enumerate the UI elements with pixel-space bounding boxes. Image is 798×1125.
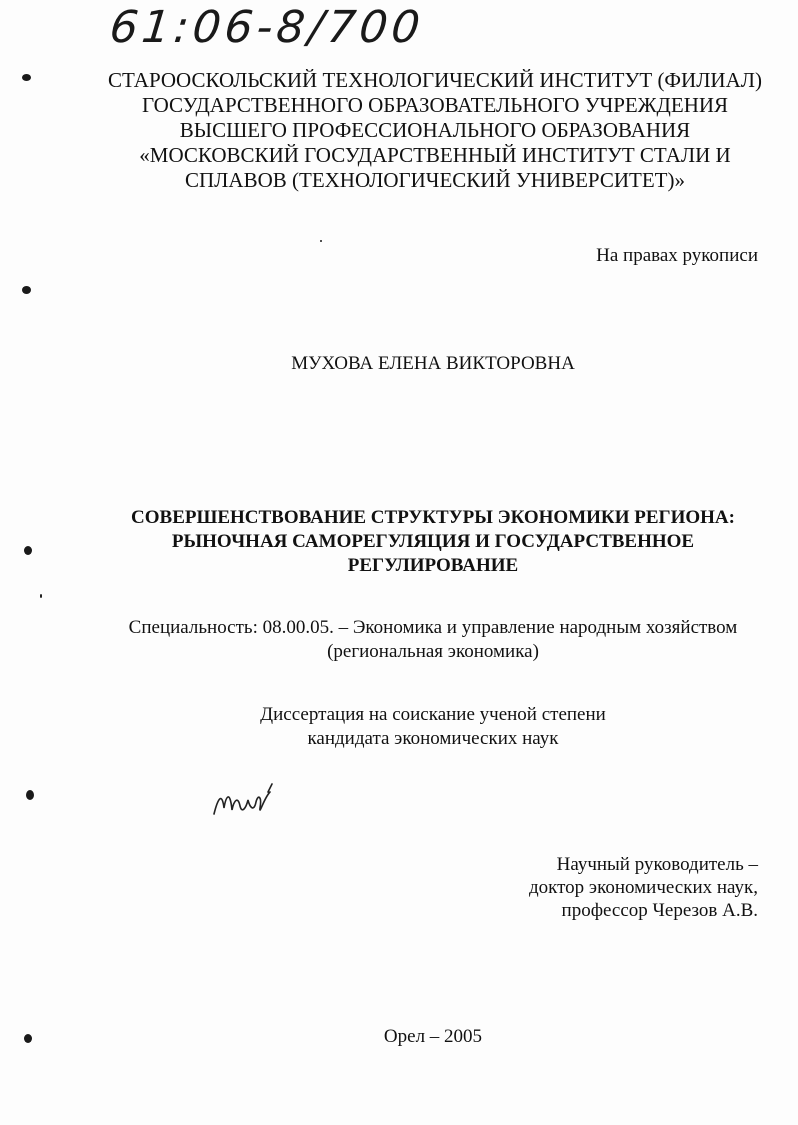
institution-header xyxy=(100,68,770,193)
specialty-line: (региональная экономика) xyxy=(327,641,539,662)
title-line: СОВЕРШЕНСТВОВАНИЕ СТРУКТУРЫ ЭКОНОМИКИ РЕГИОНА: xyxy=(131,507,735,528)
scan-speck xyxy=(40,594,42,598)
scan-speck xyxy=(22,286,31,294)
author-signature xyxy=(210,778,280,826)
scan-speck xyxy=(22,74,31,81)
institution-line: СПЛАВОВ (ТЕХНОЛОГИЧЕСКИЙ УНИВЕРСИТЕТ)» xyxy=(184,168,685,192)
handwritten-archive-code: 61:06-8/700 xyxy=(107,2,427,53)
supervisor-block xyxy=(529,853,758,922)
institution-line: СТАРООСКОЛЬСКИЙ ТЕХНОЛОГИЧЕСКИЙ ИНСТИТУТ (ФИЛИАЛ) xyxy=(107,68,762,92)
scan-speck xyxy=(320,240,322,242)
supervisor-line: Научный руководитель – xyxy=(556,854,758,875)
title-line: РЕГУЛИРОВАНИЕ xyxy=(347,555,519,576)
scan-speck xyxy=(24,1034,32,1043)
scan-speck xyxy=(24,546,32,555)
specialty-line: Специальность: 08.00.05. – Экономика и управление народным хозяйством xyxy=(128,617,738,638)
supervisor-line: профессор Черезов А.В. xyxy=(561,900,758,921)
institution-line: ГОСУДАРСТВЕННОГО ОБРАЗОВАТЕЛЬНОГО УЧРЕЖДЕНИЯ xyxy=(141,93,729,117)
scan-speck xyxy=(26,790,34,800)
supervisor-line: доктор экономических наук, xyxy=(528,877,758,898)
dissertation-title xyxy=(60,506,798,578)
degree-block xyxy=(60,703,798,751)
manuscript-rights-note: На правах рукописи xyxy=(596,245,758,266)
specialty-block xyxy=(60,616,798,664)
author-name: МУХОВА ЕЛЕНА ВИКТОРОВНА xyxy=(291,353,575,374)
degree-line: Диссертация на соискание ученой степени xyxy=(260,704,606,725)
title-line: РЫНОЧНАЯ САМОРЕГУЛЯЦИЯ И ГОСУДАРСТВЕННОЕ xyxy=(171,531,695,552)
institution-line: «МОСКОВСКИЙ ГОСУДАРСТВЕННЫЙ ИНСТИТУТ СТАЛИ И xyxy=(139,143,731,167)
city-year: Орел – 2005 xyxy=(383,1026,483,1047)
degree-line: кандидата экономических наук xyxy=(307,728,559,749)
institution-line: ВЫСШЕГО ПРОФЕССИОНАЛЬНОГО ОБРАЗОВАНИЯ xyxy=(179,118,691,142)
